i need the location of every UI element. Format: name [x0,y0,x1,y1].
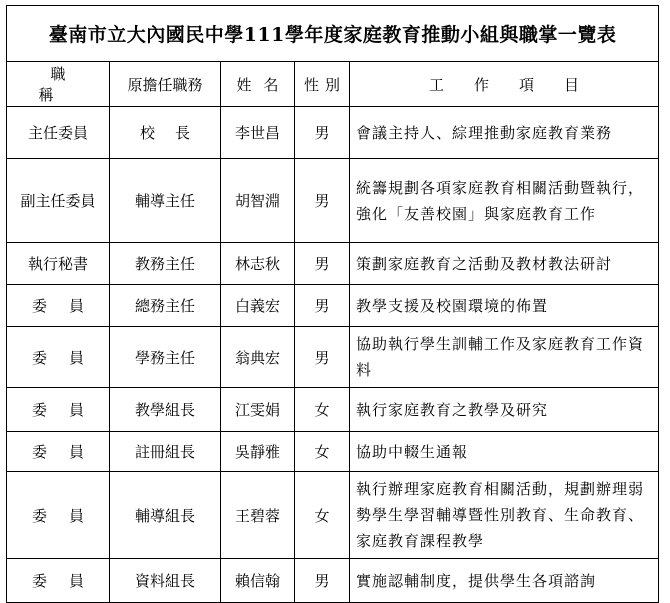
cell-role: 委員 [7,472,110,559]
cell-gender: 男 [295,327,350,388]
document [6,5,658,603]
table-title: 臺南市立大內國民中學111學年度家庭教育推動小組與職掌一覽表 [7,6,659,62]
cell-gender: 女 [295,472,350,559]
table-row [7,388,659,432]
cell-gender: 男 [295,285,350,327]
cell-gender: 男 [295,107,350,159]
cell-role: 委員 [7,327,110,388]
cell-role: 執行秘書 [7,243,110,285]
cell-original-position: 註冊組長 [110,432,221,472]
cell-name: 吳靜雅 [221,432,295,472]
header-duties: 工作項目 [350,62,659,107]
cell-role: 委員 [7,388,110,432]
title-row [7,6,659,62]
cell-duties: 執行辦理家庭教育相關活動，規劃辦理弱勢學生學習輔導暨性別教育、生命教育、家庭教育課程教學 [350,472,659,559]
header-row [7,62,659,107]
cell-role: 委員 [7,559,110,603]
header-role: 職稱 [7,62,110,107]
table-row [7,472,659,559]
cell-original-position: 總務主任 [110,285,221,327]
cell-original-position: 學務主任 [110,327,221,388]
cell-original-position: 校長 [110,107,221,159]
cell-name: 賴信翰 [221,559,295,603]
cell-role: 主任委員 [7,107,110,159]
cell-original-position: 輔導組長 [110,472,221,559]
cell-original-position: 教務主任 [110,243,221,285]
cell-duties: 策劃家庭教育之活動及教材教法研討 [350,243,659,285]
table-row [7,327,659,388]
cell-duties: 協助中輟生通報 [350,432,659,472]
roster-table [6,5,659,603]
cell-duties: 實施認輔制度，提供學生各項諮詢 [350,559,659,603]
table-row [7,285,659,327]
table-row [7,107,659,159]
cell-original-position: 教學組長 [110,388,221,432]
cell-name: 王碧蓉 [221,472,295,559]
cell-gender: 女 [295,432,350,472]
table-row [7,559,659,603]
cell-duties: 教學支援及校園環境的佈置 [350,285,659,327]
cell-duties: 會議主持人、綜理推動家庭教育業務 [350,107,659,159]
cell-duties: 協助執行學生訓輔工作及家庭教育工作資料 [350,327,659,388]
cell-original-position: 輔導主任 [110,159,221,243]
cell-name: 林志秋 [221,243,295,285]
cell-duties: 執行家庭教育之教學及研究 [350,388,659,432]
cell-original-position: 資料組長 [110,559,221,603]
cell-role: 副主任委員 [7,159,110,243]
cell-role: 委員 [7,285,110,327]
header-original-position: 原擔任職務 [110,62,221,107]
cell-gender: 男 [295,159,350,243]
cell-name: 胡智淵 [221,159,295,243]
cell-name: 江雯娟 [221,388,295,432]
cell-role: 委員 [7,432,110,472]
cell-name: 李世昌 [221,107,295,159]
table-row [7,432,659,472]
cell-gender: 男 [295,243,350,285]
cell-gender: 女 [295,388,350,432]
table-row [7,243,659,285]
header-gender: 性別 [295,62,350,107]
cell-name: 翁典宏 [221,327,295,388]
cell-duties: 統籌規劃各項家庭教育相關活動暨執行，強化「友善校園」與家庭教育工作 [350,159,659,243]
table-row [7,159,659,243]
cell-name: 白義宏 [221,285,295,327]
header-name: 姓名 [221,62,295,107]
cell-gender: 男 [295,559,350,603]
